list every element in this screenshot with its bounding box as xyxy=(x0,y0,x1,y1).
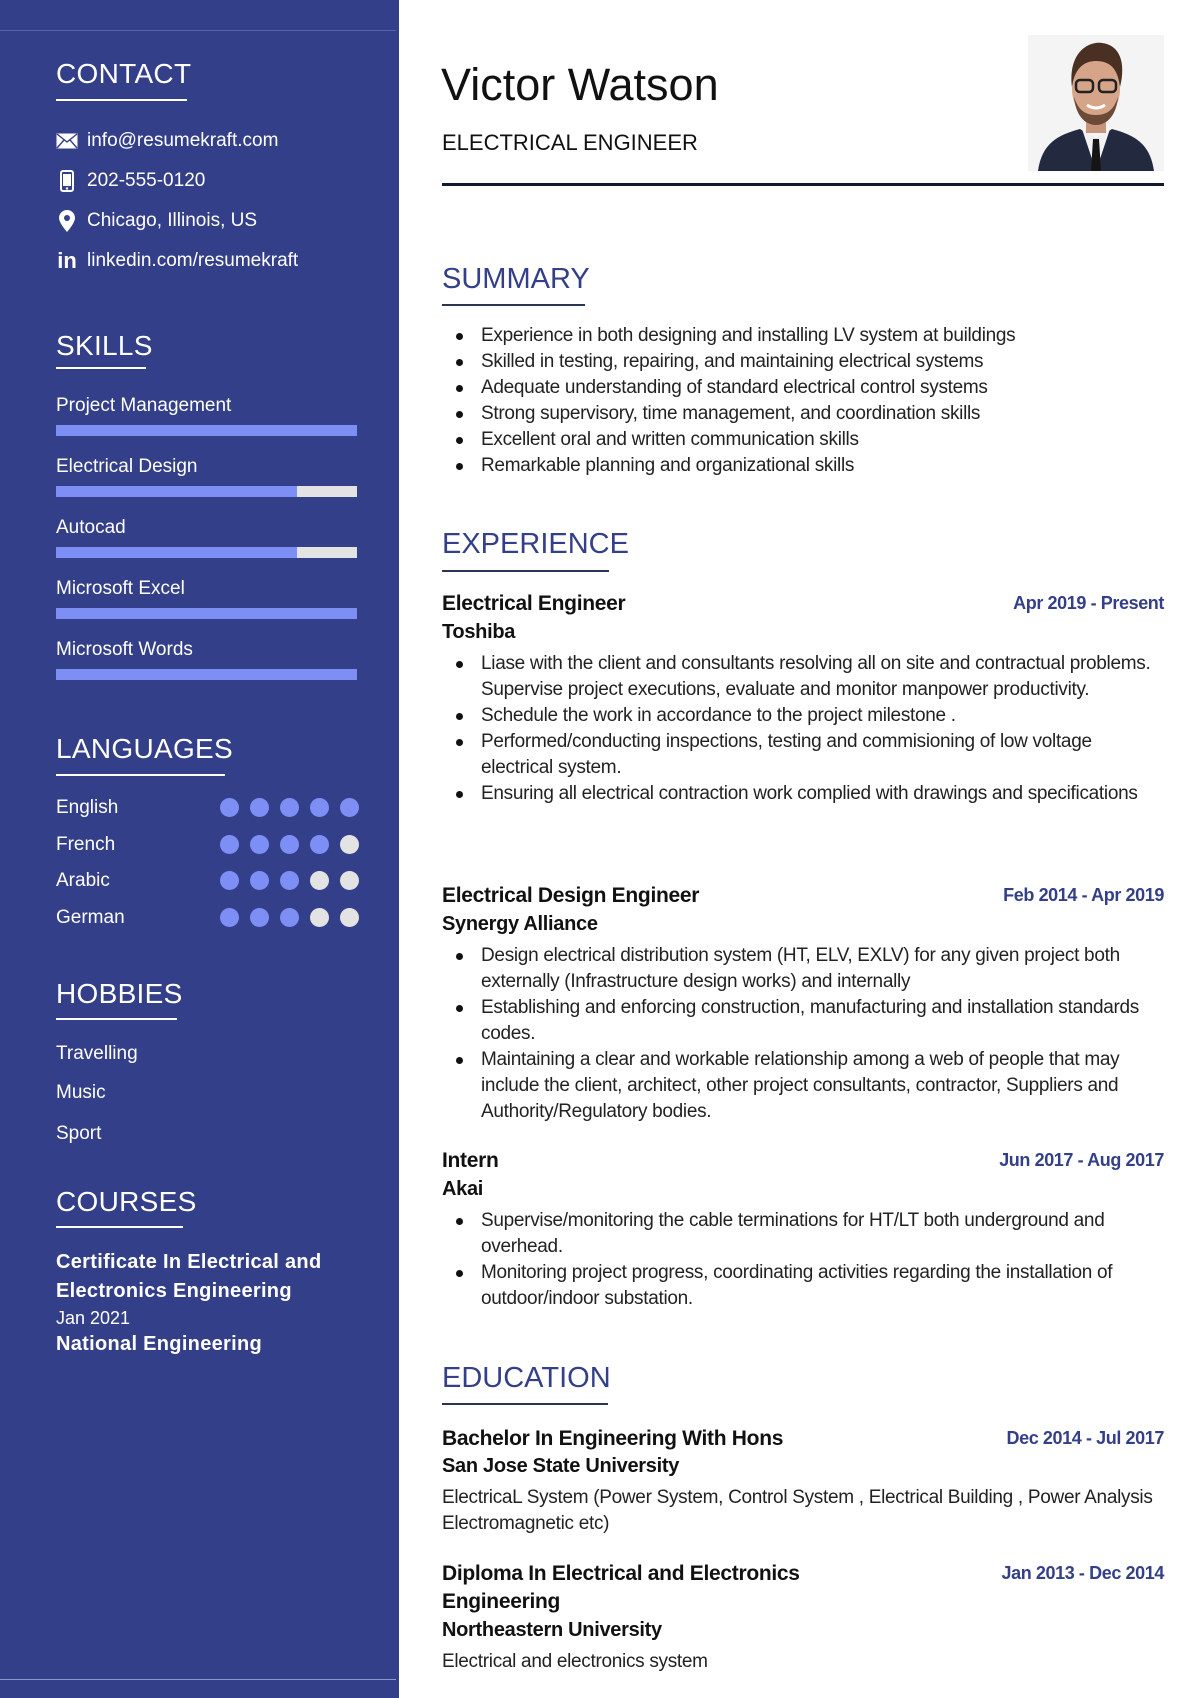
rating-dot xyxy=(310,835,329,854)
rating-dot xyxy=(280,835,299,854)
job-bullet: Maintaining a clear and workable relationship among a web of people that may include the client, architect, other project consultants, contractor, Suppliers and Authority/Regulatory bodies. xyxy=(442,1047,1162,1125)
rating-dot xyxy=(220,871,239,890)
rating-dot xyxy=(340,871,359,890)
rating-dot xyxy=(250,798,269,817)
job-bullets xyxy=(442,943,1162,1125)
heading-underline xyxy=(442,1403,608,1405)
rating-dot xyxy=(280,871,299,890)
summary-item: Remarkable planning and organizational skills xyxy=(442,453,1164,479)
phone-text: 202-555-0120 xyxy=(87,170,206,191)
courses-heading: COURSES xyxy=(56,1186,197,1217)
languages-heading: LANGUAGES xyxy=(56,733,233,764)
divider xyxy=(0,30,396,31)
language-label: Arabic xyxy=(56,870,110,891)
skill-bar-fill xyxy=(56,608,357,619)
education-dates: Dec 2014 - Jul 2017 xyxy=(1006,1428,1164,1448)
job-bullet: Supervise/monitoring the cable terminations for HT/LT both underground and overhead. xyxy=(442,1208,1162,1260)
contact-heading: CONTACT xyxy=(56,58,192,89)
divider xyxy=(0,1679,396,1680)
degree-title: Bachelor In Engineering With Hons xyxy=(442,1427,784,1450)
skill-bar xyxy=(56,608,357,619)
profile-photo xyxy=(1028,35,1164,171)
rating-dot xyxy=(280,798,299,817)
language-label: English xyxy=(56,797,119,818)
candidate-name: Victor Watson xyxy=(441,59,719,110)
linkedin-icon: in xyxy=(57,248,77,273)
language-row xyxy=(56,795,356,821)
language-rating xyxy=(220,908,359,927)
skill-bar xyxy=(56,486,357,497)
heading-underline xyxy=(442,304,585,306)
language-label: French xyxy=(56,834,116,855)
company-name: Synergy Alliance xyxy=(442,913,598,935)
skill-label: Project Management xyxy=(56,395,232,416)
course-institution: National Engineering xyxy=(56,1333,263,1355)
job-title: Electrical Engineer xyxy=(442,592,626,615)
language-label: German xyxy=(56,907,125,928)
job-dates: Jun 2017 - Aug 2017 xyxy=(999,1150,1164,1170)
hobbies-heading: HOBBIES xyxy=(56,978,183,1009)
heading-underline xyxy=(442,570,609,572)
job-dates: Apr 2019 - Present xyxy=(1013,593,1164,613)
map-pin-icon xyxy=(56,210,78,232)
language-rating xyxy=(220,798,359,817)
job-title: Electrical Design Engineer xyxy=(442,884,700,907)
rating-dot xyxy=(250,871,269,890)
skill-label: Microsoft Words xyxy=(56,639,193,660)
rating-dot xyxy=(220,908,239,927)
contact-phone[interactable] xyxy=(56,168,205,194)
summary-heading: SUMMARY xyxy=(442,263,590,295)
job-dates: Feb 2014 - Apr 2019 xyxy=(1003,885,1164,905)
summary-item: Skilled in testing, repairing, and maintaining electrical systems xyxy=(442,349,1164,375)
hobby-item: Sport xyxy=(56,1123,102,1144)
rating-dot xyxy=(250,908,269,927)
language-row xyxy=(56,868,356,894)
rating-dot xyxy=(340,835,359,854)
course-date: Jan 2021 xyxy=(56,1308,131,1328)
heading-underline xyxy=(56,1226,183,1228)
summary-item: Experience in both designing and installing LV system at buildings xyxy=(442,323,1164,349)
job-title: Intern xyxy=(442,1149,499,1172)
phone-icon xyxy=(56,170,78,192)
course-title: Certificate In Electrical and xyxy=(56,1251,322,1273)
rating-dot xyxy=(340,908,359,927)
job-bullet: Performed/conducting inspections, testing and commisioning of low voltage electrical system. xyxy=(442,729,1162,781)
skills-heading: SKILLS xyxy=(56,330,153,361)
skill-bar xyxy=(56,425,357,436)
education-dates: Jan 2013 - Dec 2014 xyxy=(1001,1563,1164,1583)
rating-dot xyxy=(220,835,239,854)
skill-bar xyxy=(56,669,357,680)
language-row xyxy=(56,832,356,858)
contact-location xyxy=(56,208,257,234)
rating-dot xyxy=(280,908,299,927)
summary-list xyxy=(442,323,1164,479)
degree-title: Diploma In Electrical and Electronics Engineering xyxy=(442,1562,800,1613)
job-bullet: Liase with the client and consultants resolving all on site and contractual problems. Supervise project executions, evaluate and monitor manpower productivity. xyxy=(442,651,1162,703)
experience-heading: EXPERIENCE xyxy=(442,528,629,560)
job-bullets xyxy=(442,651,1162,807)
education-description: Electrical and electronics system xyxy=(442,1651,708,1672)
heading-underline xyxy=(56,99,187,101)
rating-dot xyxy=(310,908,329,927)
language-rating xyxy=(220,871,359,890)
rating-dot xyxy=(310,871,329,890)
hobby-item: Travelling xyxy=(56,1043,138,1064)
language-row xyxy=(56,905,356,931)
rating-dot xyxy=(340,798,359,817)
heading-underline xyxy=(56,1018,177,1020)
skill-label: Autocad xyxy=(56,517,126,538)
skill-bar-fill xyxy=(56,547,297,558)
heading-underline xyxy=(56,367,146,369)
contact-linkedin[interactable] xyxy=(56,248,298,274)
summary-item: Adequate understanding of standard electrical control systems xyxy=(442,375,1164,401)
rating-dot xyxy=(220,798,239,817)
rating-dot xyxy=(310,798,329,817)
summary-item: Strong supervisory, time management, and coordination skills xyxy=(442,401,1164,427)
skill-bar xyxy=(56,547,357,558)
hobby-item: Music xyxy=(56,1082,106,1103)
job-bullet: Establishing and enforcing construction, manufacturing and installation standards codes. xyxy=(442,995,1162,1047)
company-name: Toshiba xyxy=(442,621,516,643)
job-title: ELECTRICAL ENGINEER xyxy=(442,130,698,155)
linkedin-text: linkedin.com/resumekraft xyxy=(87,250,299,271)
email-text: info@resumekraft.com xyxy=(87,130,279,151)
skill-label: Microsoft Excel xyxy=(56,578,185,599)
company-name: Akai xyxy=(442,1178,484,1200)
job-bullets xyxy=(442,1208,1162,1312)
job-bullet: Ensuring all electrical contraction work complied with drawings and specifications xyxy=(442,781,1162,807)
education-description: ElectricaL System (Power System, Control System , Electrical Building , Power Analysis Electromagnetic etc) xyxy=(442,1487,1153,1534)
language-rating xyxy=(220,835,359,854)
job-bullet: Monitoring project progress, coordinating activities regarding the installation of outdoor/indoor substation. xyxy=(442,1260,1162,1312)
skill-bar-fill xyxy=(56,425,357,436)
summary-item: Excellent oral and written communication skills xyxy=(442,427,1164,453)
header-rule xyxy=(442,183,1164,186)
rating-dot xyxy=(250,835,269,854)
skill-label: Electrical Design xyxy=(56,456,198,477)
location-text: Chicago, Illinois, US xyxy=(87,210,258,231)
envelope-icon xyxy=(56,130,78,152)
course-title: Electronics Engineering xyxy=(56,1280,292,1302)
school-name: San Jose State University xyxy=(442,1455,680,1477)
job-bullet: Design electrical distribution system (HT, ELV, EXLV) for any given project both externally (Infrastructure design works) and internally xyxy=(442,943,1162,995)
education-heading: EDUCATION xyxy=(442,1362,611,1394)
sidebar xyxy=(0,0,399,1698)
school-name: Northeastern University xyxy=(442,1619,662,1641)
skill-bar-fill xyxy=(56,486,297,497)
heading-underline xyxy=(56,774,225,776)
contact-email[interactable] xyxy=(56,128,278,154)
skill-bar-fill xyxy=(56,669,357,680)
job-bullet: Schedule the work in accordance to the project milestone . xyxy=(442,703,1162,729)
